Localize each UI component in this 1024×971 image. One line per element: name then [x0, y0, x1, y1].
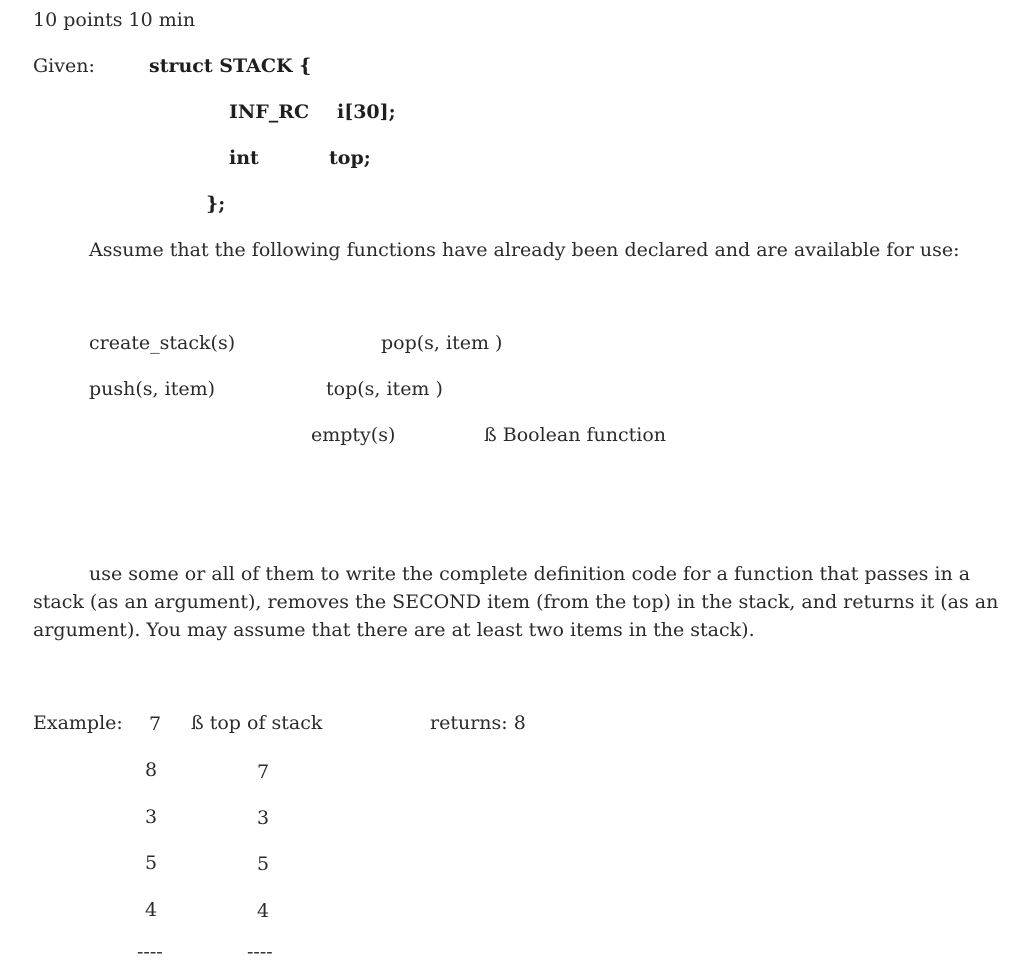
- top-of-stack-note: ß top of stack: [191, 712, 323, 734]
- function-empty-note: ß Boolean function: [484, 424, 667, 446]
- struct-field2-type: int: [229, 147, 259, 169]
- function-push: push(s, item): [89, 378, 216, 400]
- assume-text: Assume that the following functions have already been declared and are available for use:: [89, 239, 960, 261]
- given-label: Given:: [33, 55, 95, 77]
- struct-declaration-close: };: [206, 193, 226, 215]
- struct-declaration-open: struct STACK {: [149, 55, 312, 77]
- stack-after-item-3: 5: [257, 853, 270, 875]
- stack-before-bottom: ----: [137, 941, 163, 963]
- function-top: top(s, item ): [326, 378, 443, 400]
- stack-before-item-4: 5: [145, 852, 158, 874]
- stack-before-item-3: 3: [145, 806, 158, 828]
- stack-before-item-1: 7: [149, 713, 162, 735]
- instructions-text: use some or all of them to write the complete definition code for a function that passes in a stack (as an argument), removes the SECOND item (from the top) in the stack, and returns it (as an argument). You may assume that there are at least two items in the stack).: [33, 563, 999, 641]
- stack-before-item-5: 4: [145, 899, 158, 921]
- stack-after-bottom: ----: [247, 941, 273, 963]
- struct-field1-type: INF_RC: [229, 101, 310, 123]
- stack-after-item-1: 7: [257, 761, 270, 783]
- function-create-stack: create_stack(s): [89, 332, 236, 354]
- returns-value: returns: 8: [430, 712, 526, 734]
- instructions-paragraph: [33, 560, 1018, 644]
- struct-field1-name: i[30];: [337, 101, 396, 123]
- function-pop: pop(s, item ): [381, 332, 503, 354]
- function-empty: empty(s): [311, 424, 396, 446]
- stack-after-item-2: 3: [257, 807, 270, 829]
- stack-after-item-4: 4: [257, 900, 270, 922]
- example-label: Example:: [33, 712, 123, 734]
- struct-field2-name: top;: [329, 147, 371, 169]
- problem-header: 10 points 10 min: [33, 9, 196, 31]
- stack-before-item-2: 8: [145, 759, 158, 781]
